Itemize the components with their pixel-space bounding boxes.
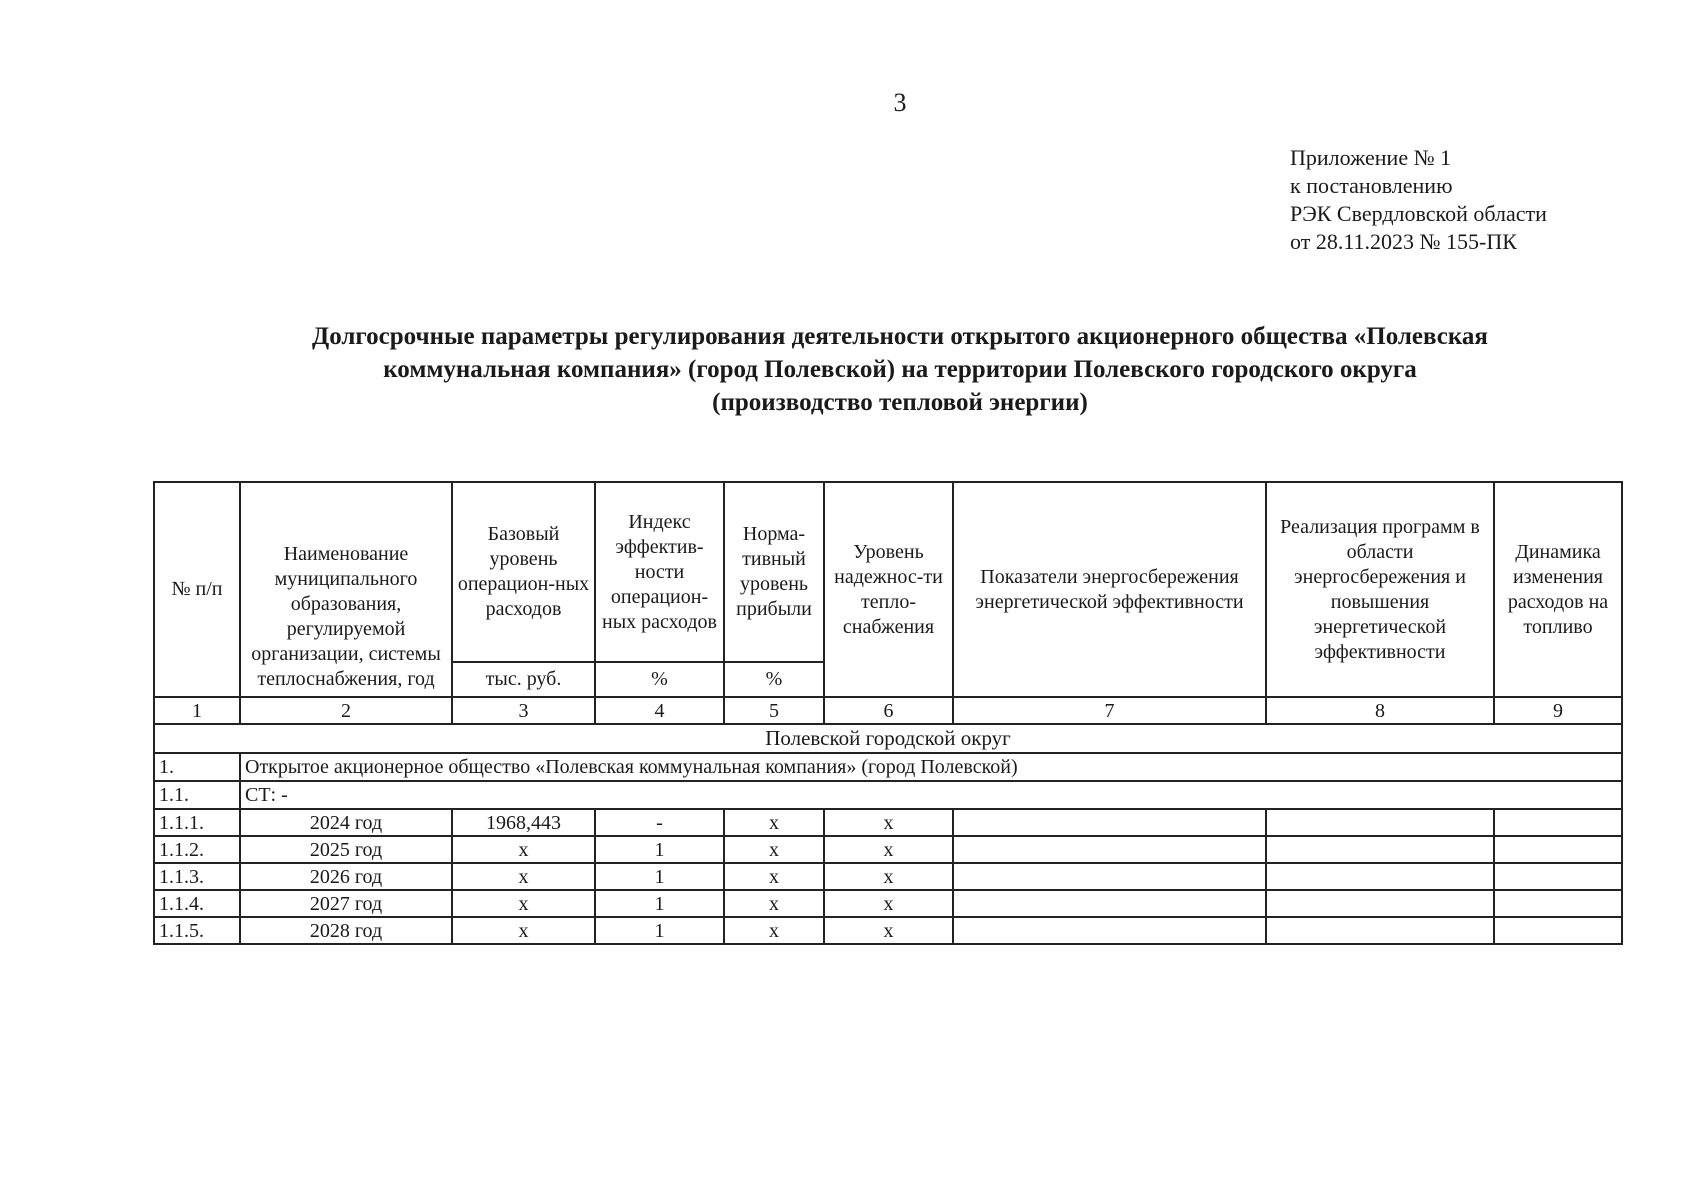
row-reliability: х xyxy=(824,917,953,944)
system-row xyxy=(154,781,1622,809)
table-row xyxy=(154,917,1622,944)
header-efficiency-index: Индекс эффектив-ности операцион-ных расходов xyxy=(595,482,724,662)
title-line-2: коммунальная компания» (город Полевской) на территории Полевского городского округа xyxy=(383,356,1417,383)
row-index: 1.1.3. xyxy=(154,863,240,890)
row-profit-level: х xyxy=(724,809,824,836)
unit-profit-level: % xyxy=(724,662,824,697)
header-fuel-dynamics: Динамика изменения расходов на топливо xyxy=(1494,482,1622,697)
appendix-block xyxy=(1290,144,1547,256)
header-number: № п/п xyxy=(154,482,240,697)
row-efficiency-index: 1 xyxy=(595,917,724,944)
row-energy-programs xyxy=(1266,809,1494,836)
document-title xyxy=(150,320,1650,419)
page-number: 3 xyxy=(893,88,907,117)
header-base-costs: Базовый уровень операцион-ных расходов xyxy=(452,482,595,662)
header-name: Наименование муниципального образования, регулируемой организации, системы теплоснабжения, год xyxy=(240,482,452,697)
table-row xyxy=(154,836,1622,863)
parameters-table xyxy=(153,481,1623,945)
column-number: 9 xyxy=(1494,697,1622,724)
system-name: СТ: - xyxy=(240,781,1622,809)
row-efficiency-index: 1 xyxy=(595,836,724,863)
row-profit-level: х xyxy=(724,890,824,917)
row-energy-indicators xyxy=(953,890,1266,917)
row-energy-indicators xyxy=(953,917,1266,944)
header-energy-programs: Реализация программ в области энергосбережения и повышения энергетической эффективности xyxy=(1266,482,1494,697)
organization-row xyxy=(154,753,1622,781)
column-number: 3 xyxy=(452,697,595,724)
organization-index: 1. xyxy=(154,753,240,781)
table-row xyxy=(154,863,1622,890)
row-year: 2027 год xyxy=(240,890,452,917)
header-profit-level: Норма-тивный уровень прибыли xyxy=(724,482,824,662)
appendix-line-1: Приложение № 1 xyxy=(1290,145,1452,170)
column-number: 2 xyxy=(240,697,452,724)
row-energy-indicators xyxy=(953,836,1266,863)
row-fuel-dynamics xyxy=(1494,836,1622,863)
row-profit-level: х xyxy=(724,836,824,863)
row-fuel-dynamics xyxy=(1494,863,1622,890)
row-profit-level: х xyxy=(724,917,824,944)
row-energy-indicators xyxy=(953,863,1266,890)
title-line-1: Долгосрочные параметры регулирования деятельности открытого акционерного общества «Полевская xyxy=(312,323,1488,350)
row-reliability: х xyxy=(824,863,953,890)
row-base-costs: х xyxy=(452,890,595,917)
row-base-costs: х xyxy=(452,836,595,863)
header-reliability: Уровень надежнос-ти тепло-снабжения xyxy=(824,482,953,697)
row-energy-programs xyxy=(1266,836,1494,863)
municipality-row xyxy=(154,724,1622,753)
row-reliability: х xyxy=(824,890,953,917)
row-energy-programs xyxy=(1266,863,1494,890)
system-index: 1.1. xyxy=(154,781,240,809)
row-year: 2026 год xyxy=(240,863,452,890)
row-efficiency-index: - xyxy=(595,809,724,836)
row-energy-indicators xyxy=(953,809,1266,836)
appendix-line-4: от 28.11.2023 № 155-ПК xyxy=(1290,229,1517,254)
row-efficiency-index: 1 xyxy=(595,863,724,890)
row-profit-level: х xyxy=(724,863,824,890)
row-index: 1.1.5. xyxy=(154,917,240,944)
unit-base-costs: тыс. руб. xyxy=(452,662,595,697)
header-energy-indicators: Показатели энергосбережения энергетической эффективности xyxy=(953,482,1266,697)
column-number: 5 xyxy=(724,697,824,724)
row-reliability: х xyxy=(824,836,953,863)
row-fuel-dynamics xyxy=(1494,890,1622,917)
row-energy-programs xyxy=(1266,890,1494,917)
row-index: 1.1.2. xyxy=(154,836,240,863)
appendix-line-2: к постановлению xyxy=(1290,173,1453,198)
column-number: 7 xyxy=(953,697,1266,724)
row-year: 2024 год xyxy=(240,809,452,836)
organization-name: Открытое акционерное общество «Полевская коммунальная компания» (город Полевской) xyxy=(240,753,1622,781)
row-base-costs: 1968,443 xyxy=(452,809,595,836)
table-row xyxy=(154,890,1622,917)
row-year: 2028 год xyxy=(240,917,452,944)
column-number: 4 xyxy=(595,697,724,724)
table-row xyxy=(154,809,1622,836)
row-fuel-dynamics xyxy=(1494,809,1622,836)
municipality-name: Полевской городской округ xyxy=(154,724,1622,753)
row-fuel-dynamics xyxy=(1494,917,1622,944)
row-index: 1.1.4. xyxy=(154,890,240,917)
row-efficiency-index: 1 xyxy=(595,890,724,917)
row-index: 1.1.1. xyxy=(154,809,240,836)
title-line-3: (производство тепловой энергии) xyxy=(712,389,1088,416)
column-number: 6 xyxy=(824,697,953,724)
row-base-costs: х xyxy=(452,917,595,944)
column-number: 1 xyxy=(154,697,240,724)
row-year: 2025 год xyxy=(240,836,452,863)
appendix-line-3: РЭК Свердловской области xyxy=(1290,201,1547,226)
row-reliability: х xyxy=(824,809,953,836)
row-base-costs: х xyxy=(452,863,595,890)
column-number: 8 xyxy=(1266,697,1494,724)
table-header-row xyxy=(154,482,1622,662)
column-numbers-row xyxy=(154,697,1622,724)
unit-efficiency-index: % xyxy=(595,662,724,697)
row-energy-programs xyxy=(1266,917,1494,944)
